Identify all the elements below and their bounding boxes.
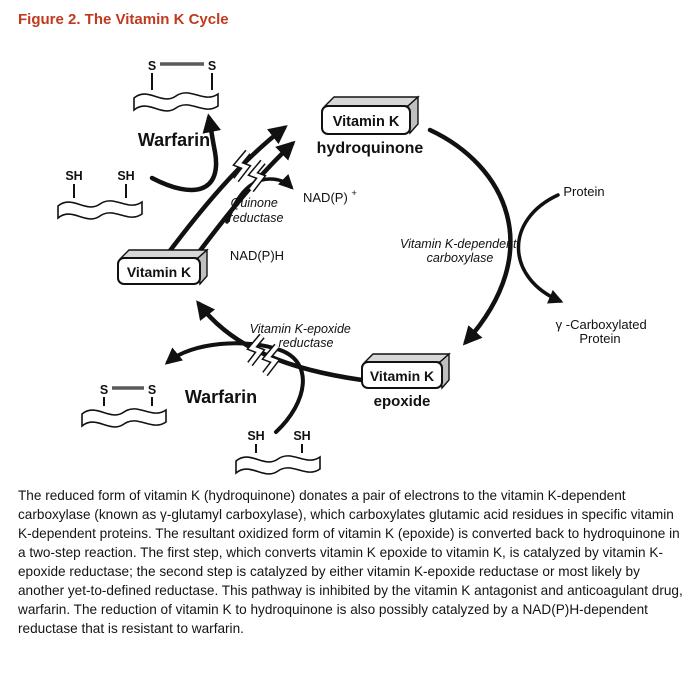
vitamin-k-hydroquinone-box	[322, 97, 418, 134]
figure-caption: The reduced form of vitamin K (hydroquinone) donates a pair of electrons to the vitamin K-dependent carboxylase (known as γ-glutamyl carboxylase), which carboxylates glutamic acid residues in specific vitamin K-dependent proteins. The resultant oxidized form of vitamin K (epoxide) is converted back to hydroquinone in a two-step reaction. The first step, which converts vitamin K epoxide to vitamin K, is catalyzed by vitamin K-epoxide reductase; the second step is catalyzed by either vitamin K-epoxide reductase or most likely by another yet-to-defined reductase. This pathway is inhibited by the vitamin K antagonist and anticoagulant drug, warfarin. The reduction of vitamin K to hydroquinone is also possibly catalyzed by a NAD(P)H-dependent reductase that is resistant to warfarin.	[18, 488, 683, 636]
box-label: Vitamin K	[369, 368, 435, 384]
ribbon-band	[82, 409, 166, 427]
ribbon-band	[236, 456, 320, 474]
ribbon-band	[134, 93, 218, 111]
disulfide-ribbon-top	[134, 59, 218, 111]
sh-label: SH	[65, 169, 83, 183]
s-label: S	[147, 383, 157, 397]
protein-label: Protein	[563, 184, 605, 199]
figure-title: Figure 2. The Vitamin K Cycle	[18, 11, 229, 28]
vitamin-k-cycle-diagram	[0, 40, 700, 485]
dithiol-ribbon-left	[58, 169, 142, 219]
vitamin-k-epoxide-box	[362, 354, 449, 388]
gamma-carboxylated-protein-label: γ -Carboxylated Protein	[555, 317, 647, 346]
arrow-dithiol-to-disulfide-top	[152, 118, 216, 190]
ribbon-band	[58, 201, 142, 219]
nadph-label: NAD(P)H	[229, 248, 285, 263]
arrow-hydroquinone-to-epoxide	[430, 130, 510, 342]
warfarin-bottom-label: Warfarin	[184, 387, 258, 407]
s-label: S	[207, 59, 217, 73]
hydroquinone-label: hydroquinone	[316, 140, 424, 157]
disulfide-ribbon-bottom-left	[82, 383, 166, 427]
quinone-reductase-label: Quinone reductase	[228, 196, 284, 225]
vk-dependent-carboxylase-label: Vitamin K-dependent carboxylase	[399, 237, 517, 265]
warfarin-top-label: Warfarin	[137, 130, 211, 150]
sh-label: SH	[117, 169, 135, 183]
dithiol-ribbon-bottom	[236, 429, 320, 474]
arrow-protein-to-carboxylated	[518, 195, 560, 301]
cycle-svg	[0, 40, 700, 485]
nadp-plus-label: NAD(P) +	[303, 188, 357, 205]
box-label: Vitamin K	[332, 114, 400, 130]
s-label: S	[99, 383, 109, 397]
box-label: Vitamin K	[126, 264, 192, 280]
vitamin-k-box	[118, 250, 207, 284]
vk-epoxide-reductase-label: Vitamin K-epoxide reductase	[249, 322, 351, 350]
s-label: S	[147, 59, 157, 73]
sh-label: SH	[247, 429, 265, 443]
epoxide-label: epoxide	[373, 393, 431, 410]
sh-label: SH	[293, 429, 311, 443]
